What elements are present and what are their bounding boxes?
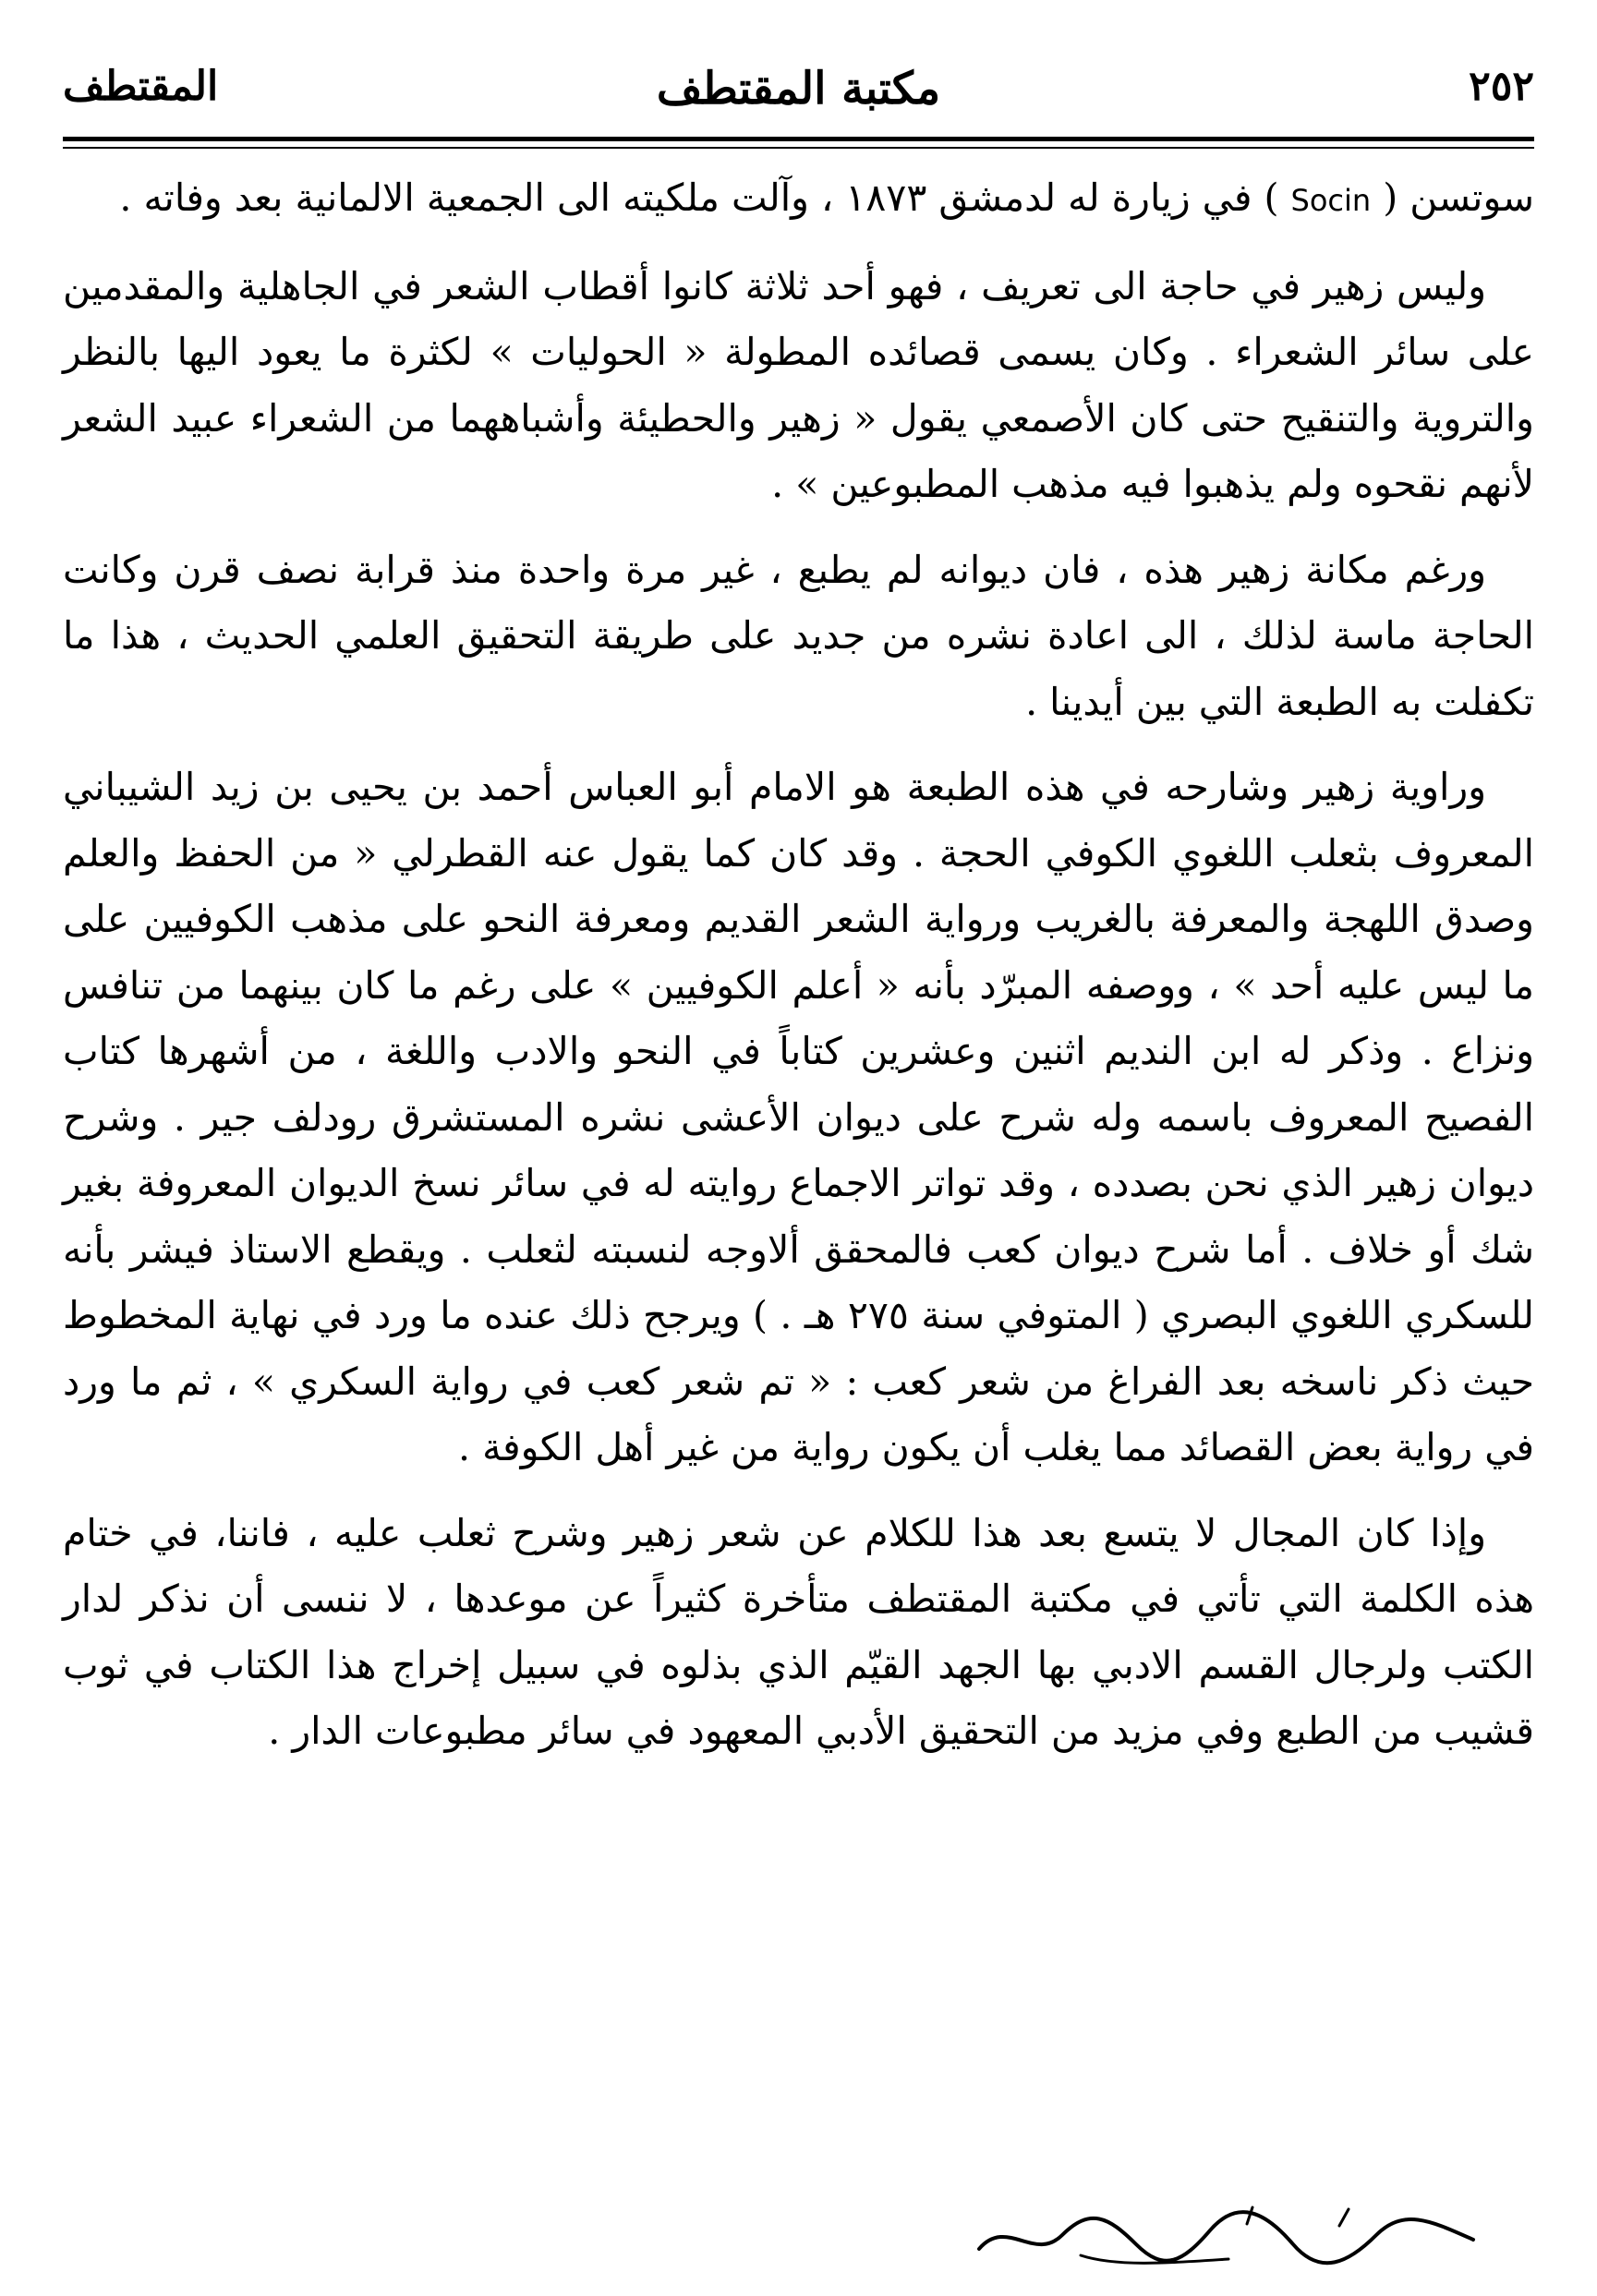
paragraph-5: وإذا كان المجال لا يتسع بعد هذا للكلام عن شعر زهير وشرح ثعلب عليه ، فاننا، في ختام هذه الكلمة التي تأتي في مكتبة المقتطف متأخرة كثيراً عن موعدها ، لا ننسى أن نذكر لدار الكتب ولرجال القسم الادبي بها الجهد القيّم الذي بذلوه في سبيل إخراج هذا الكتاب في ثوب قشيب من الطبع وفي مزيد من التحقيق الأدبي المعهود في سائر مطبوعات الدار . — [63, 1510, 1534, 1753]
section-title: مكتبة المقتطف — [656, 63, 941, 115]
paragraph-1 — [63, 165, 1534, 235]
author-signature — [970, 2198, 1487, 2272]
page-number: ٢٥٢ — [1469, 63, 1534, 110]
running-header — [63, 37, 1534, 129]
header-rule — [63, 137, 1534, 141]
latin-name-socin: Socin — [1290, 183, 1372, 218]
paragraph-1-after: ) في زيارة له لدمشق ١٨٧٣ ، وآلت ملكيته الى الجمعية الالمانية بعد وفاته . — [119, 175, 1279, 220]
signature-scribble — [970, 2198, 1487, 2272]
paragraph-2: وليس زهير في حاجة الى تعريف ، فهو أحد ثلاثة كانوا أقطاب الشعر في الجاهلية والمقدمين على سائر الشعراء . وكان يسمى قصائده المطولة « الحوليات » لكثرة ما يعود اليها بالنظر والتروية والتنقيح حتى كان الأصمعي يقول « زهير والحطيئة وأشباههما من الشعراء عبيد الشعر لأنهم نقحوه ولم يذهبوا فيه مذهب المطبوعين » . — [63, 263, 1534, 506]
journal-name: المقتطف — [63, 63, 219, 110]
paragraph-4: وراوية زهير وشارحه في هذه الطبعة هو الامام أبو العباس أحمد بن يحيى بن زيد الشيباني المعروف بثعلب اللغوي الكوفي الحجة . وقد كان كما يقول عنه القطرلي « من الحفظ والعلم وصدق اللهجة والمعرفة بالغريب ورواية الشعر القديم ومعرفة النحو على مذهب الكوفيين على ما ليس عليه أحد » ، ووصفه المبرّد بأنه « أعلم الكوفيين » على رغم ما كان بينهما من تنافس ونزاع . وذكر له ابن النديم اثنين وعشرين كتاباً في النحو والادب واللغة ، من أشهرها كتاب الفصيح المعروف باسمه وله شرح على ديوان الأعشى نشره المستشرق رودلف جير . وشرح ديوان زهير الذي نحن بصدده ، وقد تواتر الاجماع روايته له في سائر نسخ الديوان المعروفة بغير شك أو خلاف . أما شرح ديوان كعب فالمحقق ألاوجه لنسبته لثعلب . ويقطع الاستاذ فيشر بأنه للسكري اللغوي البصري ( المتوفي سنة ٢٧٥ هـ . ) ويرجح ذلك عنده ما ورد في نهاية المخطوط حيث ذكر ناسخه بعد الفراغ من شعر كعب : « تم شعر كعب في رواية السكري » ، ثم ما ورد في رواية بعض القصائد مما يغلب أن يكون رواية من غير أهل الكوفة . — [63, 765, 1534, 1469]
paragraph-1-before: سوتسن ( — [1383, 175, 1534, 220]
header-rule-thin — [63, 147, 1534, 149]
paragraph-3: ورغم مكانة زهير هذه ، فان ديوانه لم يطبع ، غير مرة واحدة منذ قرابة نصف قرن وكانت الحاجة ماسة لذلك ، الى اعادة نشره من جديد على طريقة التحقيق العلمي الحديث ، هذا ما تكفلت به الطبعة التي بين أيدينا . — [63, 547, 1534, 724]
